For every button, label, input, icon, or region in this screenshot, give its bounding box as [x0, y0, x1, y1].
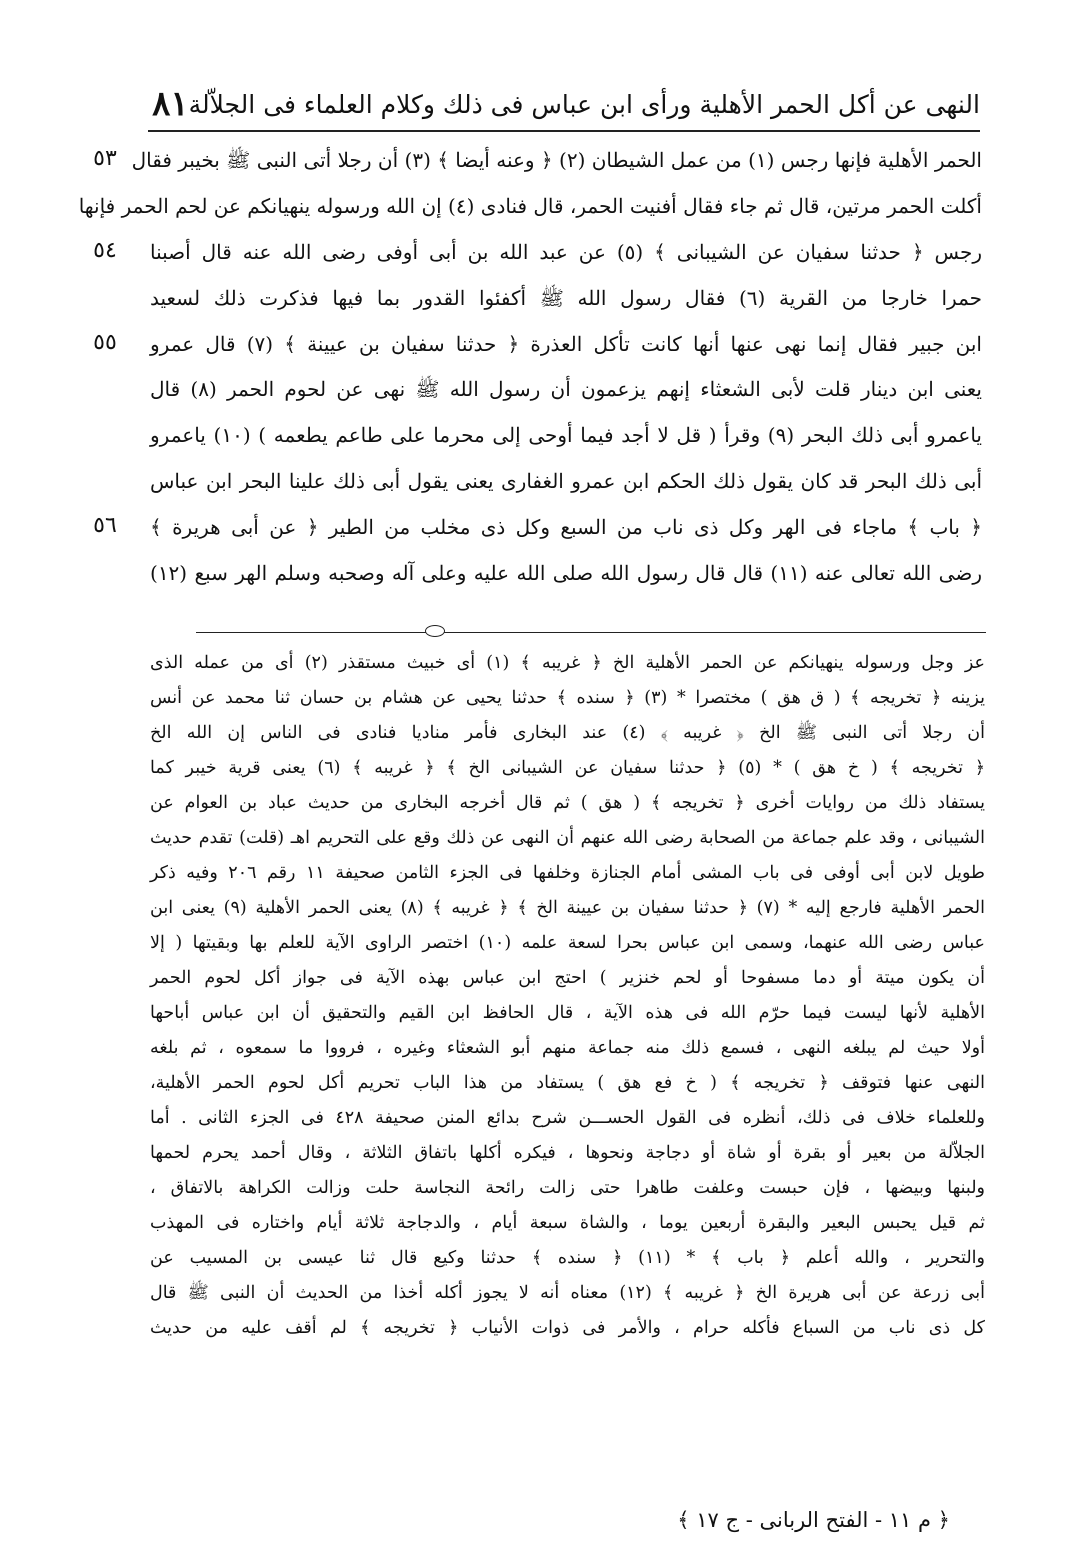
commentary-line: عز وجل ورسوله ينهيانكم عن الحمر الأهلية الخ ﴿ غريبه ﴾ (١) أى خبيث مستقذر (٢) أى من عمله الذى	[150, 653, 985, 673]
main-text-line: رضى الله تعالى عنه (١١) قال قال رسول الله صلى الله عليه وعلى آله وصحبه وسلم الهر سبع (١٢)	[150, 561, 982, 586]
main-text-line: رجس ﴿ حدثنا سفيان عن الشيبانى ﴾ (٥) عن عبد الله بن أبى أوفى رضى الله عنه قال أصبنا	[150, 239, 982, 264]
commentary-line: وللعلماء خلاف فى ذلك، أنظره فى القول الحســـن شرح بدائع المنن صحيفة ٤٢٨ فى الجزء الثانى . أما	[150, 1108, 985, 1128]
header-rule	[148, 130, 980, 132]
commentary-line: الحمر الأهلية فارجع إليه * (٧) ﴿ حدثنا سفيان بن عيينة الخ ﴾ ﴿ غريبه ﴾ (٨) يعنى الحمر الأهلية (٩) يعنى ابن	[150, 898, 986, 918]
main-text-line: ياعمرو أبى ذلك البحر (٩) وقرأ ( قل لا أجد فيما أوحى إلى محرما على طاعم يطعمه ) (١٠) ياعمرو	[150, 423, 982, 448]
commentary-line: ولبنها وبيضها ، فإن حبست وعلفت طاهرا حتى زالت رائحة النجاسة حلت وزالت الكراهة بالاتفاق ،	[150, 1178, 985, 1198]
commentary-line: الجلاّلة من بعير أو بقرة أو شاة أو دجاجة ونحوها ، فيكره أكلها باتفاق الثلاثة ، وقال أحمد يحرم لحمها	[150, 1143, 985, 1163]
commentary-text	[150, 646, 985, 1346]
running-title: النهى عن أكل الحمر الأهلية ورأى ابن عباس فى ذلك وكلام العلماء فى الجلاّلة	[188, 89, 980, 119]
main-text-line: الحمر الأهلية فإنها رجس (١) من عمل الشيطان (٢) ﴿ وعنه أيضا ﴾ (٣) أن رجلا أتى النبى ﷺ بخيبر فقال	[131, 148, 982, 172]
commentary-line: عباس رضى الله عنهما، وسمى ابن عباس بحرا لسعة علمه (١٠) اختصر الراوى الآية للعلم بها وبقيتها ( إلا	[150, 933, 985, 953]
hadith-number: ٥٦	[93, 513, 117, 539]
page-number: ٨١	[152, 84, 189, 124]
main-text-line: حمرا خارجا من القرية (٦) فقال رسول الله ﷺ أكفئوا القدور بما فيها فذكرت ذلك لسعيد	[150, 285, 982, 310]
commentary-line: النهى عنها فتوقف ﴿ تخريجه ﴾ ( خ فع هق ) يستفاد من هذا الباب تحريم أكل لحوم الحمر الأهلية،	[150, 1073, 985, 1093]
commentary-line: طويل لابن أبى أوفى فى باب المشى أمام الجنازة وخلفها فى الجزء الثامن صحيفة ١١ رقم ٢٠٦ وفيه ذكر	[150, 863, 985, 883]
hadith-number: ٥٥	[93, 329, 117, 355]
main-text-line: ﴿ باب ﴾ ماجاء فى الهر وكل ذى ناب من السبع وكل ذى مخلب من الطير ﴿ عن أبى هريرة ﴾	[150, 515, 982, 540]
commentary-line: كل ذى ناب من السباع فأكله حرام ، والأمر فى ذوات الأنياب ﴿ تخريجه ﴾ لم أقف عليه من حديث	[150, 1318, 985, 1338]
commentary-line: الأهلية لأنها ليست فيما حرّم الله فى هذه الآية ، قال الحافظ ابن القيم والتحقيق أن ابن عباس أباحها	[150, 1003, 985, 1023]
commentary-line: أبى زرعة عن أبى هريرة الخ ﴿ غريبه ﴾ (١٢) معناه أنه لا يجوز أكله أخذا من الحديث أن النبى ﷺ قال	[150, 1283, 985, 1303]
commentary-line: أن يكون ميتة أو دما مسفوحا أو لحم خنزير ) احتج ابن عباس بهذه الآية فى جواز أكل لحوم الحمر	[150, 968, 985, 988]
hadith-number: ٥٣	[93, 146, 117, 171]
main-text-line: ابن جبير فقال إنما نهى عنها أنها كانت تأكل العذرة ﴿ حدثنا سفيان بن عيينة ﴾ (٧) قال عمرو	[150, 331, 982, 356]
hadith-number: ٥٤	[93, 237, 117, 263]
page-header	[150, 80, 980, 128]
commentary-line: والتحرير ، والله أعلم ﴿ باب ﴾ * (١١) ﴿ سنده ﴾ حدثنا وكيع قال ثنا عيسى بن المسيب عن	[150, 1248, 985, 1268]
commentary-line: يزينه ﴿ تخريجه ﴾ ( ق هق ) مختصرا * (٣) ﴿ سنده ﴾ حدثنا يحيى عن هشام بن حسان ثنا محمد عن أنس	[150, 688, 985, 708]
section-divider	[196, 632, 986, 633]
main-text-line: أكلت الحمر مرتين، قال ثم جاء فقال أفنيت الحمر، قال فنادى (٤) إن الله ورسوله ينهيانكم عن لحم الحمر فإنها	[78, 193, 982, 218]
commentary-line: يستفاد ذلك من روايات أخرى ﴿ تخريجه ﴾ ( هق ) ثم قال أخرجه البخارى من حديث عباد بن العوام عن	[150, 793, 985, 813]
commentary-line: ﴿ تخريجه ﴾ ( خ هق ) * (٥) ﴿ حدثنا سفيان عن الشيبانى الخ ﴾ ﴿ غريبه ﴾ (٦) يعنى قرية خيبر كما	[150, 758, 985, 778]
commentary-line: ثم قيل يحبس البعير والبقرة أربعين يوما ، والشاة سبعة أيام ، والدجاجة ثلاثة أيام واختاره فى المهذب	[150, 1213, 985, 1233]
main-text-line: يعنى ابن دينار قلت لأبى الشعثاء إنهم يزعمون أن رسول الله ﷺ نهى عن لحوم الحمر (٨) قال	[150, 377, 982, 402]
footer-signature: ﴿ م ١١ - الفتح الربانى - ج ١٧ ﴾	[677, 1508, 950, 1532]
commentary-line: الشيبانى ، وقد علم جماعة من الصحابة رضى الله عنهم أن النهى عن ذلك وقع على التحريم اهـ (قلت) تقدم حديث	[150, 828, 985, 848]
commentary-line: أولا حيث لم يبلغه النهى ، فسمع ذلك منه جماعة منهم أبو الشعثاء وغيره ، فرووا ما سمعوه ، ثم بلغه	[150, 1038, 985, 1058]
main-text-line: أبى ذلك البحر قد كان يقول ذلك الحكم ابن عمرو الغفارى يعنى يقول أبى ذلك علينا البحر ابن عباس	[150, 469, 982, 494]
divider-ornament	[425, 625, 445, 637]
commentary-line: أن رجلا أتى النبى ﷺ الخ ﴿ غريبه ﴾ (٤) عند البخارى فأمر مناديا فنادى فى الناس إن الله الخ	[150, 723, 985, 743]
